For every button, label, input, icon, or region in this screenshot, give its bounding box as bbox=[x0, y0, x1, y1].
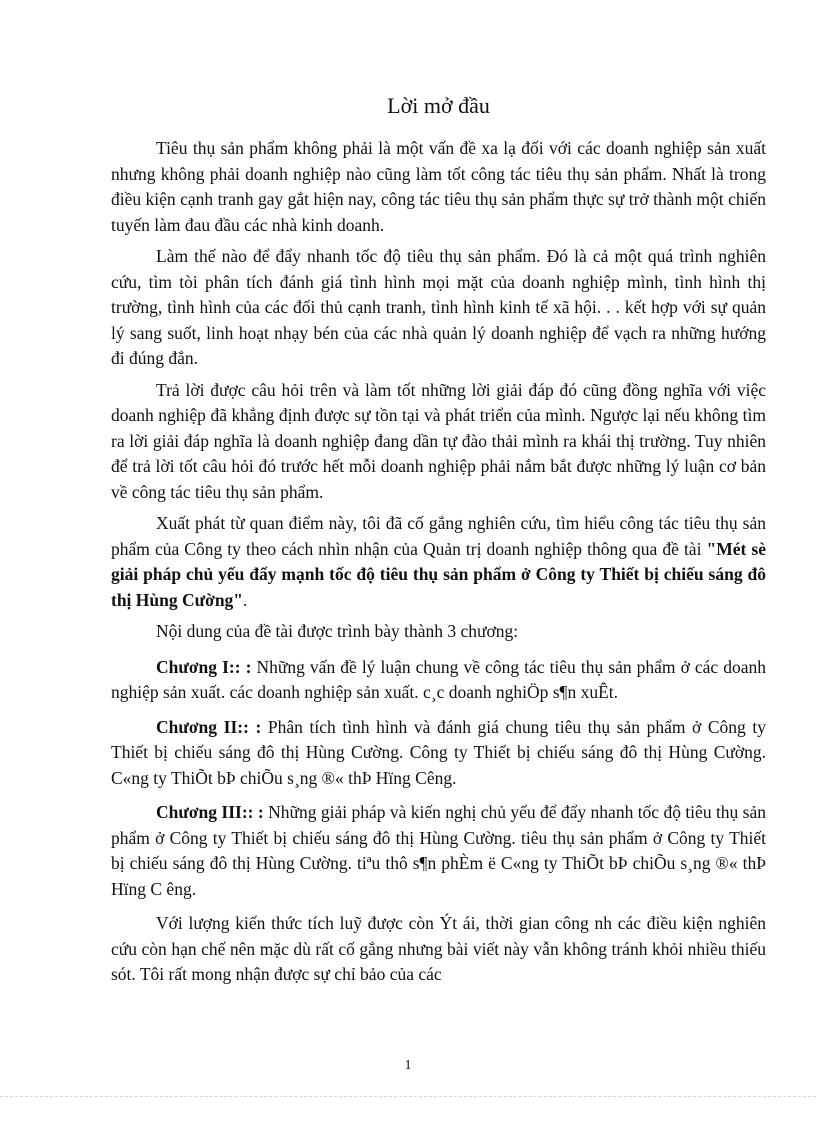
chapter-2-label: Chương II:: : bbox=[156, 716, 262, 737]
chapter-3-label: Chương III:: : bbox=[156, 802, 264, 822]
chapter-1-text: Những vấn đề lý luận chung về công tác tiêu thụ sản phẩm ở các doanh nghiệp sản xuất. các doanh nghiệp sản xuất. c¸c doanh nghiÖp s¶n xuÊt. bbox=[111, 656, 767, 702]
paragraph-how: Làm thế nào để đẩy nhanh tốc độ tiêu thụ sản phẩm. Đó là cả một quá trình nghiên cứu, tìm tòi phân tích đánh giá tình hình mọi mặt của doanh nghiệp mình, tình hình thị trường, tình hình của các đối thủ cạnh tranh, tình hình kinh tế xã hội. . . kết hợp với sự quản lý sang suốt, linh hoạt nhạy bén của các nhà quản lý doanh nghiệp để vạch ra những hướng đi đúng đắn. bbox=[111, 246, 766, 368]
document-body bbox=[111, 88, 766, 994]
topic-title: "Mét sè giải pháp chủ yếu đẩy mạnh tốc độ tiêu thụ sản phẩm ở Công ty Thiết bị chiếu sáng đô thị Hùng Cường" bbox=[111, 538, 766, 610]
paragraph-closing: Với lượng kiến thức tích luỹ được còn Ýt ái, thời gian công nh các điều kiện nghiên cứu còn hạn chế nên mặc dù rất cố gắng nhưng bài viết này vẫn không tránh khỏi nhiều thiếu sót. Tôi rất mong nhận được sự chỉ bảo của các bbox=[111, 913, 766, 984]
paragraph-topic bbox=[111, 511, 766, 613]
paragraph-answer: Trả lời được câu hỏi trên và làm tốt những lời giải đáp đó cũng đồng nghĩa với việc doanh nghiệp đã khẳng định được sự tồn tại và phát triển của mình. Ngược lại nếu không tìm ra lời giải đáp nghĩa là doanh nghiệp đang dần tự đào thải mình ra khái thị trường. Tuy nhiên để trả lời tốt câu hỏi đó trước hết mỗi doanh nghiệp phải nắm bắt được những lý luận cơ bản về công tác tiêu thụ sản phẩm. bbox=[111, 379, 766, 502]
chapter-3-text: Những giải pháp và kiến nghị chủ yếu để đẩy nhanh tốc độ tiêu thụ sản phẩm ở Công ty Thiết bị chiếu sáng đô thị Hùng Cường. tiêu thụ sản phẩm ở Công ty Thiết bị chiếu sáng đô thị Hùng Cường. tiªu thô s¶n phÈm ë C«ng ty ThiÕt bÞ chiÕu s¸ng ®« thÞ Hïng C êng. bbox=[111, 802, 767, 899]
chapter-3 bbox=[111, 800, 766, 902]
paragraph-outline: Nội dung của đề tài được trình bày thành 3 chương: bbox=[156, 621, 519, 641]
topic-lead: Xuất phát từ quan điểm này, tôi đã cố gắng nghiên cứu, tìm hiểu công tác tiêu thụ sản phẩm của Công ty theo cách nhìn nhận của Quản trị doanh nghiệp thông qua đề tài bbox=[111, 513, 766, 559]
chapter-2 bbox=[111, 715, 766, 792]
document-title: Lời mở đầu bbox=[387, 93, 490, 118]
chapter-2-text: Phân tích tình hình và đánh giá chung tiêu thụ sản phẩm ở Công ty Thiết bị chiếu sáng đô thị Hùng Cường. Công ty Thiết bị chiếu sáng đô thị Hùng Cường. C«ng ty ThiÕt bÞ chiÕu s¸ng ®« thÞ Hïng Cêng. bbox=[111, 716, 766, 788]
page-number: 1 bbox=[404, 1058, 412, 1073]
chapter-1 bbox=[111, 655, 766, 706]
page-boundary bbox=[0, 1096, 816, 1097]
topic-end: . bbox=[243, 589, 248, 610]
chapter-1-label: Chương I:: : bbox=[156, 656, 252, 677]
paragraph-intro: Tiêu thụ sản phẩm không phải là một vấn đề xa lạ đối với các doanh nghiệp sản xuất nhưng không phải doanh nghiệp nào cũng làm tốt công tác tiêu thụ sản phẩm. Nhất là trong điều kiện cạnh tranh gay gắt hiện nay, công tác tiêu thụ sản phẩm thực sự trở thành một chiến tuyến làm đau đầu các nhà kinh doanh. bbox=[111, 138, 766, 235]
